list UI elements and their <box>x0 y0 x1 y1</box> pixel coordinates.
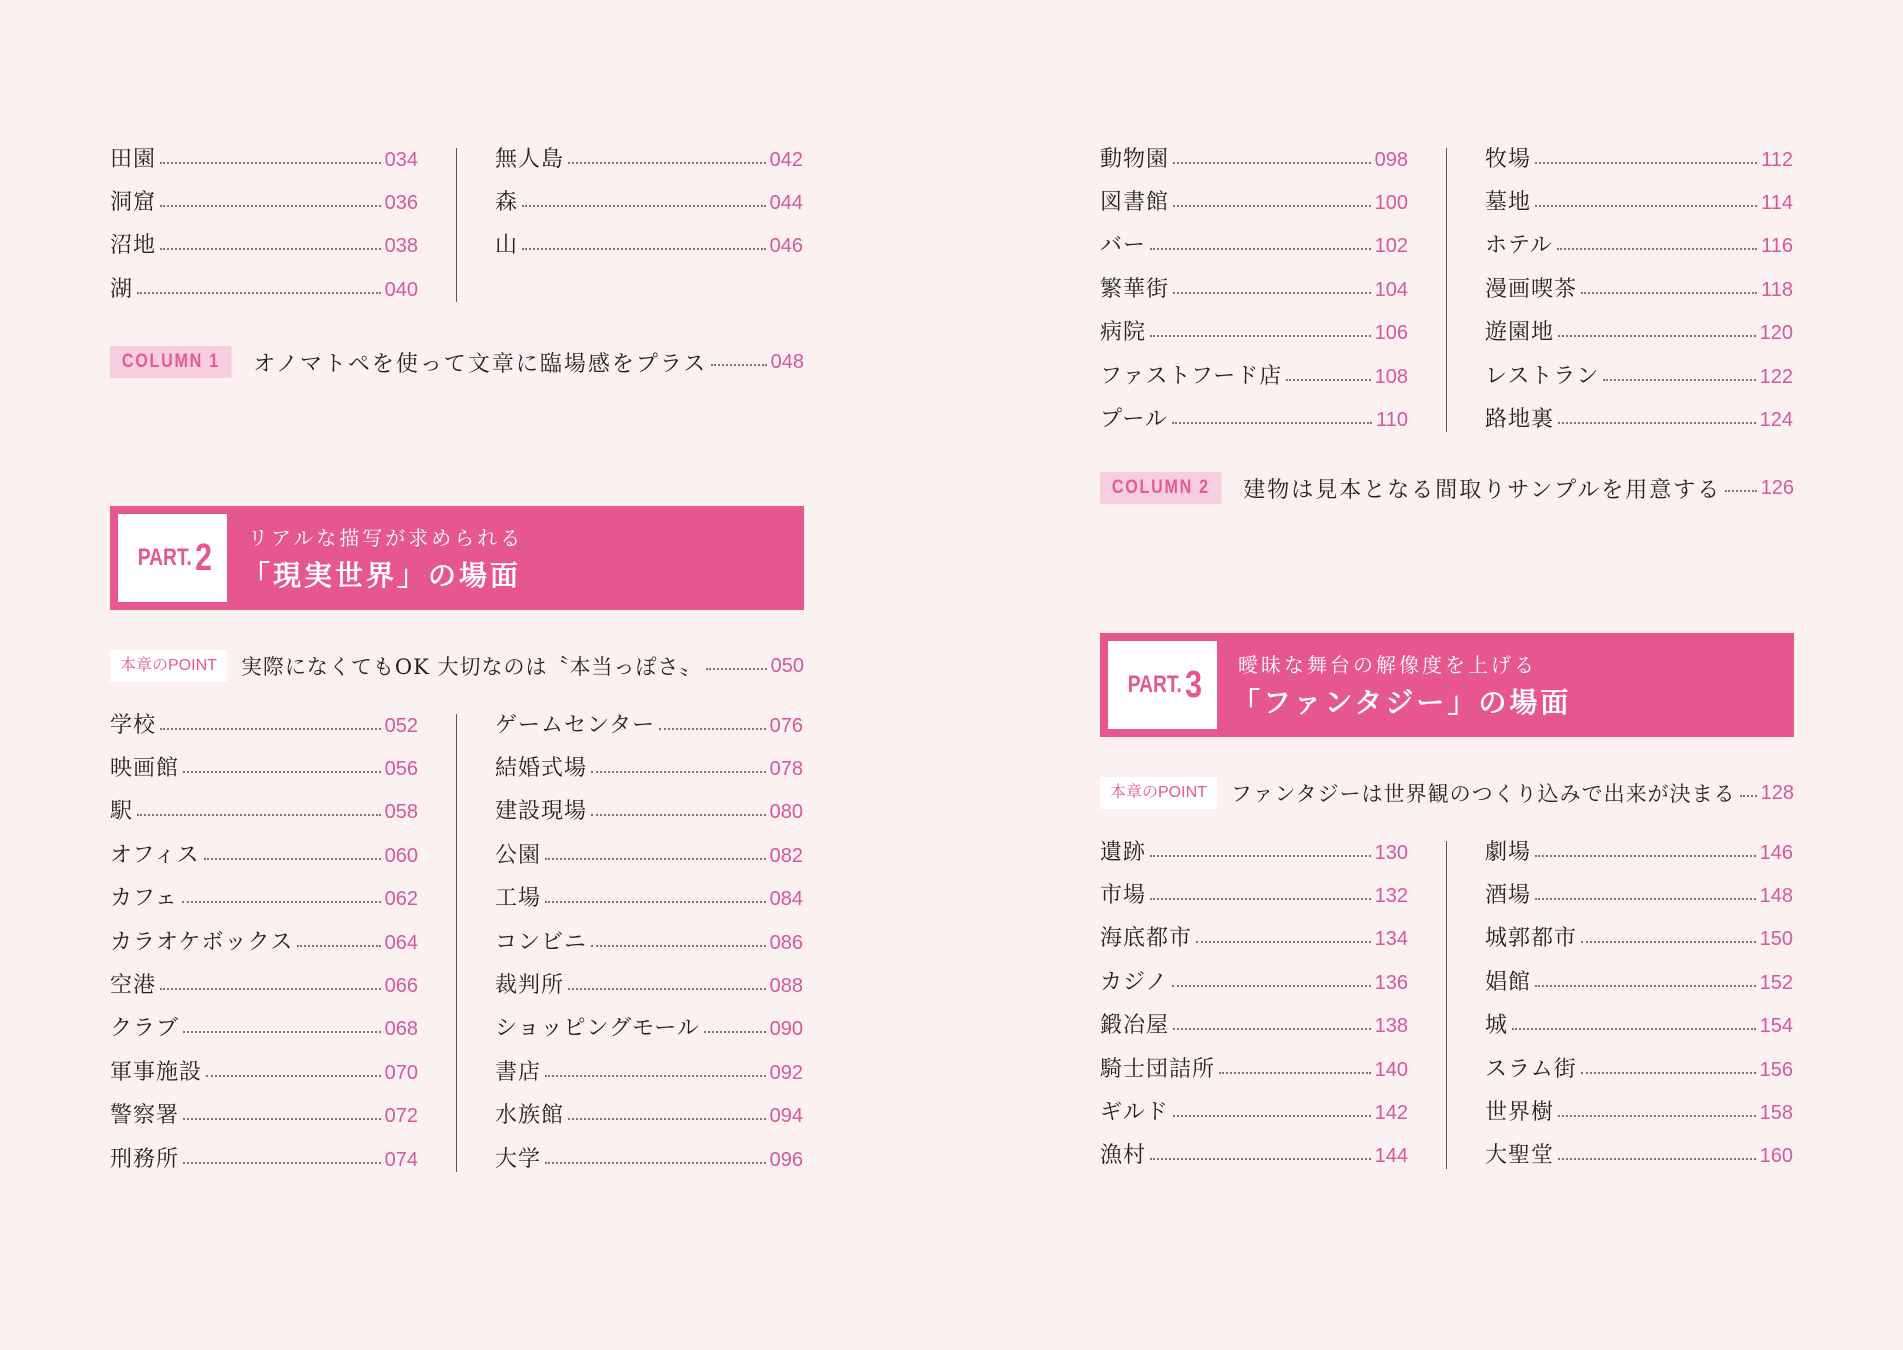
toc-entry[interactable] <box>1485 1135 1793 1178</box>
part-title: 「現実世界」の場面 <box>242 559 522 592</box>
entry-title: 学校 <box>110 712 157 738</box>
page-number: 130 <box>1374 841 1408 864</box>
page-number: 120 <box>1759 322 1793 345</box>
entry-title: 駅 <box>110 799 134 825</box>
page-number: 100 <box>1374 192 1408 215</box>
dot-leader <box>160 248 381 250</box>
page-number: 036 <box>384 192 418 215</box>
column-divider <box>1446 841 1447 1169</box>
toc-entry[interactable] <box>110 181 418 224</box>
page-number: 096 <box>769 1148 803 1171</box>
entry-title: 田園 <box>110 146 157 172</box>
toc-entry[interactable] <box>495 225 803 268</box>
toc-entry[interactable] <box>1100 874 1408 917</box>
entry-title: 市場 <box>1100 883 1147 909</box>
entry-title: 洞窟 <box>110 190 157 216</box>
dot-leader <box>545 1075 766 1077</box>
page-number: 154 <box>1759 1015 1793 1038</box>
entry-title: 娼館 <box>1485 969 1532 995</box>
entry-title: 海底都市 <box>1100 926 1193 952</box>
entry-title: 水族館 <box>495 1103 565 1129</box>
column-tag: COLUMN 1 <box>110 346 232 378</box>
entry-title: 映画館 <box>110 756 180 782</box>
toc-entry[interactable] <box>1100 961 1408 1004</box>
dot-leader <box>1558 1158 1756 1160</box>
toc-entry[interactable] <box>1100 398 1408 441</box>
page-number: 080 <box>769 801 803 824</box>
dot-leader <box>1219 1072 1371 1074</box>
page-number: 052 <box>384 714 418 737</box>
toc-entry[interactable] <box>495 964 803 1007</box>
toc-entry[interactable] <box>1485 1048 1793 1091</box>
entry-title: 城 <box>1485 1013 1509 1039</box>
page-number: 066 <box>384 975 418 998</box>
entry-title: 森 <box>495 190 519 216</box>
dot-leader <box>545 858 766 860</box>
page-number: 084 <box>769 888 803 911</box>
entry-title: カフェ <box>110 886 178 912</box>
page-number: 060 <box>384 844 418 867</box>
dot-leader <box>591 771 766 773</box>
toc-entry[interactable] <box>1100 138 1408 181</box>
page-number: 140 <box>1374 1058 1408 1081</box>
toc-entry[interactable] <box>495 704 803 747</box>
toc-entry[interactable] <box>110 1138 418 1181</box>
dot-leader <box>204 858 381 860</box>
column-divider <box>456 714 457 1172</box>
page-number: 142 <box>1374 1102 1408 1125</box>
dot-leader <box>160 988 381 990</box>
page-number: 150 <box>1759 928 1793 951</box>
page-number: 088 <box>769 975 803 998</box>
dot-leader <box>1196 941 1371 943</box>
toc-entry[interactable] <box>495 1095 803 1138</box>
dot-leader <box>1150 335 1371 337</box>
entry-title: 遊園地 <box>1485 320 1555 346</box>
toc-entry[interactable] <box>110 1051 418 1094</box>
page-number: 128 <box>1760 781 1794 804</box>
toc-entry[interactable] <box>1485 831 1793 874</box>
toc-entry[interactable] <box>1100 1048 1408 1091</box>
toc-column-right <box>1485 831 1793 1178</box>
entry-title: 世界樹 <box>1485 1100 1555 1126</box>
page-number: 118 <box>1761 278 1793 301</box>
dot-leader <box>183 1031 381 1033</box>
dot-leader <box>1535 205 1757 207</box>
page-number: 108 <box>1374 365 1408 388</box>
entry-title: カジノ <box>1100 969 1169 995</box>
dot-leader <box>706 668 767 670</box>
dot-leader <box>1558 1115 1756 1117</box>
page-number: 136 <box>1374 971 1408 994</box>
entry-title: オフィス <box>110 842 200 868</box>
entry-title: 騎士団詰所 <box>1100 1056 1216 1082</box>
dot-leader <box>1581 1072 1756 1074</box>
toc-column-right <box>495 138 803 312</box>
toc-entry[interactable] <box>110 834 418 877</box>
dot-leader <box>1150 898 1371 900</box>
dot-leader <box>1581 292 1757 294</box>
toc-column-right <box>495 704 803 1181</box>
toc-entry[interactable] <box>495 834 803 877</box>
toc-entry[interactable] <box>495 1008 803 1051</box>
toc-entry[interactable] <box>1485 1091 1793 1134</box>
toc-column-left <box>110 138 418 312</box>
toc-entry[interactable] <box>1100 1005 1408 1048</box>
entry-title: 動物園 <box>1100 146 1170 172</box>
toc-entry[interactable] <box>110 878 418 921</box>
toc-entry[interactable] <box>110 921 418 964</box>
dot-leader <box>160 205 381 207</box>
column-title: 建物は見本となる間取りサンプルを用意する <box>1243 477 1722 503</box>
entry-title: 刑務所 <box>110 1146 180 1172</box>
dot-leader <box>1172 985 1371 987</box>
entry-title: 図書館 <box>1100 190 1170 216</box>
part-word: PART. <box>137 544 192 571</box>
entry-title: 墓地 <box>1485 190 1532 216</box>
column-title: オノマトペを使って文章に臨場感をプラス <box>253 351 708 377</box>
entry-title: 工場 <box>495 886 542 912</box>
entry-title: 山 <box>495 233 519 259</box>
page-number: 050 <box>770 654 804 677</box>
entry-title: 湖 <box>110 276 134 302</box>
column-divider <box>1446 148 1447 432</box>
entry-title: 警察署 <box>110 1103 180 1129</box>
entry-title: 大聖堂 <box>1485 1143 1555 1169</box>
toc-entry[interactable] <box>1100 181 1408 224</box>
toc-entry[interactable] <box>1485 961 1793 1004</box>
page-number: 122 <box>1759 365 1793 388</box>
toc-entry[interactable] <box>1485 398 1793 441</box>
part-subtitle: 曖昧な舞台の解像度を上げる <box>1238 653 1537 677</box>
page-number: 044 <box>769 192 803 215</box>
page-number: 158 <box>1759 1102 1793 1125</box>
toc-entry[interactable] <box>1100 831 1408 874</box>
part-2-banner <box>110 506 804 610</box>
dot-leader <box>1535 898 1756 900</box>
toc-entry[interactable] <box>1485 918 1793 961</box>
page-number: 064 <box>384 931 418 954</box>
dot-leader <box>704 1031 766 1033</box>
page-number: 094 <box>769 1105 803 1128</box>
dot-leader <box>1173 1115 1371 1117</box>
toc-entry[interactable] <box>110 747 418 790</box>
page-number: 106 <box>1374 322 1408 345</box>
entry-title: プール <box>1100 407 1168 433</box>
page-number: 126 <box>1760 476 1794 499</box>
toc-entry[interactable] <box>1100 312 1408 355</box>
entry-title: 繁華街 <box>1100 276 1170 302</box>
page-number: 034 <box>384 148 418 171</box>
page-number: 116 <box>1761 235 1793 258</box>
page-number: 114 <box>1761 192 1793 215</box>
part-label <box>1108 641 1217 729</box>
entry-title: 遺跡 <box>1100 839 1147 865</box>
dot-leader <box>568 988 766 990</box>
toc-entry[interactable] <box>1485 874 1793 917</box>
page-number: 098 <box>1374 148 1408 171</box>
toc-entry[interactable] <box>110 1095 418 1138</box>
page-number: 070 <box>384 1061 418 1084</box>
dot-leader <box>591 814 766 816</box>
page-number: 104 <box>1374 278 1408 301</box>
point-text: 実際になくてもOK 大切なのは〝本当っぽさ〟 <box>240 655 702 679</box>
dot-leader <box>182 901 381 903</box>
dot-leader <box>1150 855 1371 857</box>
entry-title: 劇場 <box>1485 839 1532 865</box>
entry-title: 結婚式場 <box>495 756 588 782</box>
dot-leader <box>1512 1028 1756 1030</box>
entry-title: 大学 <box>495 1146 542 1172</box>
page-number: 090 <box>769 1018 803 1041</box>
entry-title: 漫画喫茶 <box>1485 276 1578 302</box>
page-number: 040 <box>384 278 418 301</box>
dot-leader <box>1172 422 1372 424</box>
entry-title: レストラン <box>1485 363 1600 389</box>
dot-leader <box>545 901 766 903</box>
page-number: 048 <box>770 350 804 373</box>
toc-entry[interactable] <box>1485 355 1793 398</box>
page-number: 112 <box>1761 148 1793 171</box>
entry-title: 鍛冶屋 <box>1100 1013 1170 1039</box>
toc-entry[interactable] <box>495 181 803 224</box>
page-number: 058 <box>384 801 418 824</box>
dot-leader <box>591 945 766 947</box>
toc-column-left <box>1100 138 1408 442</box>
dot-leader <box>1558 422 1756 424</box>
toc-entry[interactable] <box>495 1138 803 1181</box>
page-number: 156 <box>1759 1058 1793 1081</box>
toc-entry[interactable] <box>1485 138 1793 181</box>
page-number: 062 <box>384 888 418 911</box>
page-number: 056 <box>384 758 418 781</box>
dot-leader <box>1535 162 1757 164</box>
column-tag: COLUMN 2 <box>1100 472 1222 504</box>
part-3-banner <box>1100 633 1794 737</box>
dot-leader <box>1150 1158 1371 1160</box>
page-number: 134 <box>1374 928 1408 951</box>
page-number: 082 <box>769 844 803 867</box>
entry-title: ショッピングモール <box>495 1016 700 1042</box>
page-number: 146 <box>1759 841 1793 864</box>
dot-leader <box>183 771 381 773</box>
page-number: 132 <box>1374 885 1408 908</box>
toc-entry[interactable] <box>110 1008 418 1051</box>
part-label <box>118 514 227 602</box>
toc-column-right <box>1485 138 1793 442</box>
entry-title: クラブ <box>110 1016 180 1042</box>
page-number: 038 <box>384 235 418 258</box>
column-1-row[interactable] <box>110 342 804 382</box>
entry-title: カラオケボックス <box>110 929 294 955</box>
point-tag: 本章のPOINT <box>1100 777 1217 809</box>
page-number: 160 <box>1759 1145 1793 1168</box>
page-number: 086 <box>769 931 803 954</box>
dot-leader <box>568 162 766 164</box>
page-number: 072 <box>384 1105 418 1128</box>
page-number: 148 <box>1759 885 1793 908</box>
entry-title: スラム街 <box>1485 1056 1577 1082</box>
toc-entry[interactable] <box>110 964 418 1007</box>
page-number: 076 <box>769 714 803 737</box>
entry-title: ホテル <box>1485 233 1553 259</box>
page-number: 078 <box>769 758 803 781</box>
dot-leader <box>1740 795 1757 797</box>
chapter-point-row[interactable] <box>1100 773 1794 813</box>
dot-leader <box>1173 162 1371 164</box>
dot-leader <box>206 1075 381 1077</box>
part-number: 2 <box>194 536 212 579</box>
toc-entry[interactable] <box>110 704 418 747</box>
toc-entry[interactable] <box>1485 268 1793 311</box>
dot-leader <box>160 162 381 164</box>
dot-leader <box>1150 248 1371 250</box>
dot-leader <box>183 1118 381 1120</box>
entry-title: 路地裏 <box>1485 407 1555 433</box>
toc-entry[interactable] <box>1100 225 1408 268</box>
toc-entry[interactable] <box>1100 268 1408 311</box>
dot-leader <box>137 292 381 294</box>
point-tag: 本章のPOINT <box>110 650 227 682</box>
dot-leader <box>1173 292 1371 294</box>
dot-leader <box>1535 855 1756 857</box>
toc-entry[interactable] <box>1100 918 1408 961</box>
entry-title: 空港 <box>110 973 157 999</box>
toc-entry[interactable] <box>1100 1091 1408 1134</box>
chapter-point-row[interactable] <box>110 646 804 686</box>
entry-title: 建設現場 <box>495 799 588 825</box>
page-number: 068 <box>384 1018 418 1041</box>
page-number: 042 <box>769 148 803 171</box>
dot-leader <box>1173 205 1371 207</box>
page-number: 074 <box>384 1148 418 1171</box>
dot-leader <box>1535 985 1756 987</box>
dot-leader <box>659 728 766 730</box>
dot-leader <box>183 1162 381 1164</box>
dot-leader <box>160 728 381 730</box>
toc-entry[interactable] <box>495 1051 803 1094</box>
entry-title: コンビニ <box>495 929 588 955</box>
toc-column-left <box>1100 831 1408 1178</box>
page-number: 144 <box>1374 1145 1408 1168</box>
toc-entry[interactable] <box>1485 1005 1793 1048</box>
entry-title: 沼地 <box>110 233 157 259</box>
toc-entry[interactable] <box>495 138 803 181</box>
dot-leader <box>522 205 766 207</box>
dot-leader <box>1603 379 1755 381</box>
toc-entry[interactable] <box>110 791 418 834</box>
entry-title: 公園 <box>495 842 542 868</box>
toc-entry[interactable] <box>495 747 803 790</box>
entry-title: バー <box>1100 233 1147 259</box>
part-number: 3 <box>1184 663 1202 706</box>
entry-title: 酒場 <box>1485 883 1532 909</box>
page-number: 110 <box>1376 409 1408 432</box>
dot-leader <box>568 1118 766 1120</box>
toc-entry[interactable] <box>1485 312 1793 355</box>
entry-title: 病院 <box>1100 320 1147 346</box>
page-number: 152 <box>1759 971 1793 994</box>
part-title: 「ファンタジー」の場面 <box>1232 686 1572 719</box>
dot-leader <box>1286 379 1370 381</box>
toc-entry[interactable] <box>495 878 803 921</box>
page-number: 102 <box>1374 235 1408 258</box>
toc-entry[interactable] <box>1485 181 1793 224</box>
page-number: 046 <box>769 235 803 258</box>
entry-title: ゲームセンター <box>495 712 656 738</box>
column-2-row[interactable] <box>1100 468 1794 508</box>
toc-entry[interactable] <box>495 921 803 964</box>
column-divider <box>456 148 457 302</box>
entry-title: ギルド <box>1100 1100 1169 1126</box>
page-number: 124 <box>1759 409 1793 432</box>
dot-leader <box>1581 941 1756 943</box>
entry-title: 牧場 <box>1485 146 1532 172</box>
dot-leader <box>1173 1028 1371 1030</box>
point-text: ファンタジーは世界観のつくり込みで出来が決まる <box>1230 782 1736 806</box>
toc-entry[interactable] <box>110 225 418 268</box>
page-number: 092 <box>769 1061 803 1084</box>
toc-entry[interactable] <box>1100 1135 1408 1178</box>
entry-title: 軍事施設 <box>110 1059 203 1085</box>
dot-leader <box>1557 248 1757 250</box>
entry-title: 無人島 <box>495 146 565 172</box>
entry-title: 漁村 <box>1100 1143 1147 1169</box>
toc-entry[interactable] <box>110 268 418 311</box>
dot-leader <box>522 248 766 250</box>
dot-leader <box>1725 490 1756 492</box>
toc-entry[interactable] <box>1485 225 1793 268</box>
toc-entry[interactable] <box>495 791 803 834</box>
dot-leader <box>137 814 381 816</box>
dot-leader <box>711 364 766 366</box>
entry-title: 裁判所 <box>495 973 565 999</box>
dot-leader <box>297 945 380 947</box>
dot-leader <box>545 1162 766 1164</box>
toc-column-left <box>110 704 418 1181</box>
toc-entry[interactable] <box>110 138 418 181</box>
part-subtitle: リアルな描写が求められる <box>248 526 524 550</box>
entry-title: 城郭都市 <box>1485 926 1578 952</box>
part-word: PART. <box>1127 671 1182 698</box>
entry-title: ファストフード店 <box>1100 363 1283 389</box>
toc-entry[interactable] <box>1100 355 1408 398</box>
dot-leader <box>1558 335 1756 337</box>
entry-title: 書店 <box>495 1059 542 1085</box>
page-number: 138 <box>1374 1015 1408 1038</box>
